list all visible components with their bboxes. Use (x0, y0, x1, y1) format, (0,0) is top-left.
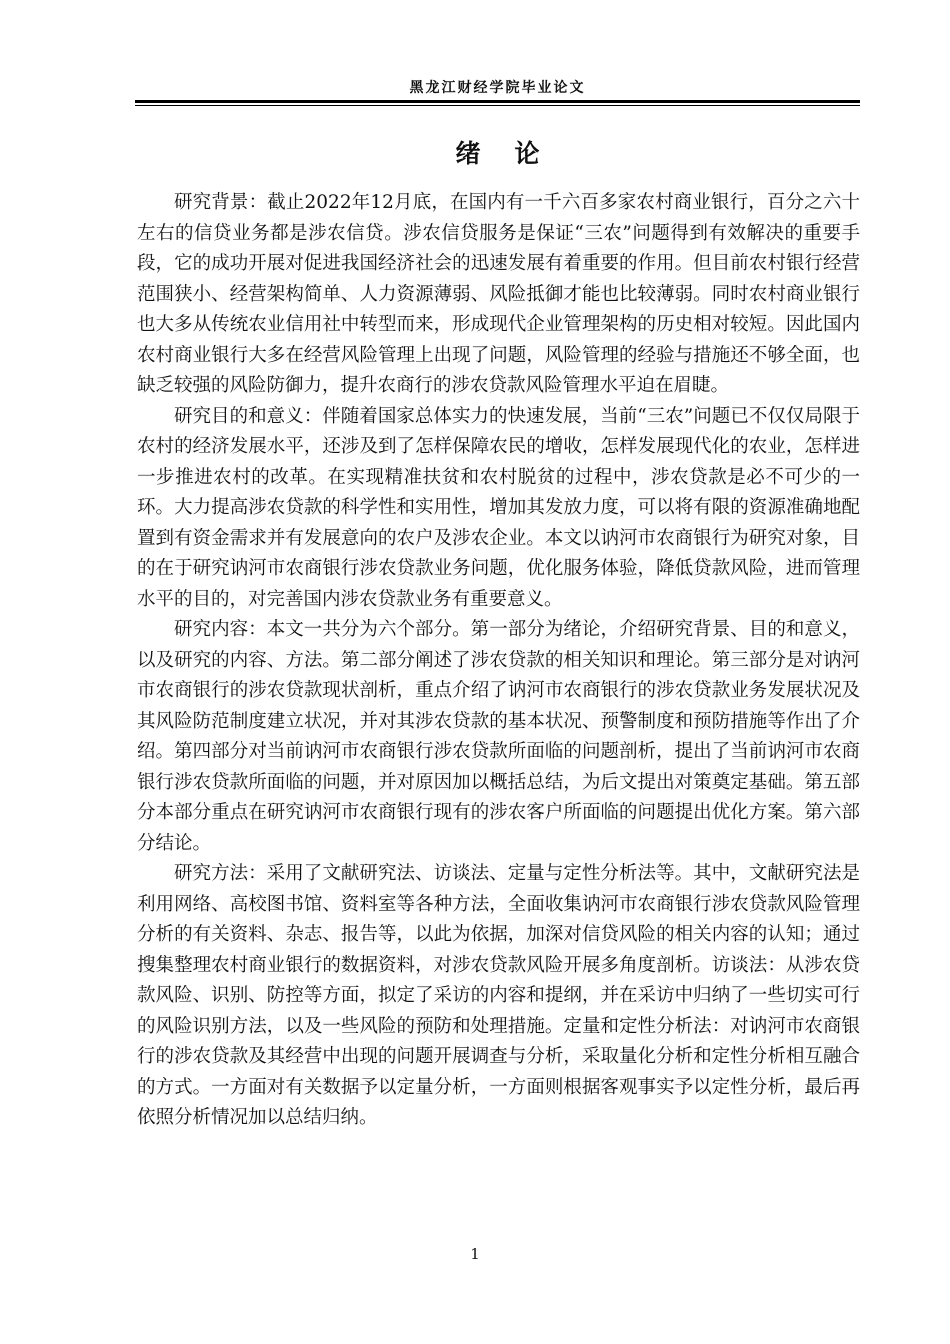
paragraph-research-background: 研究背景：截止2022年12月底，在国内有一千六百多家农村商业银行，百分之六十左右的信贷业务都是涉农信贷。涉农信贷服务是保证“三农”问题得到有效解决的重要手段，它的成功开展对促进我国经济社会的迅速发展有着重要的作用。但目前农村银行经营范围狭小、经营架构简单、人力资源薄弱、风险抵御才能也比较薄弱。同时农村商业银行也大多从传统农业信用社中转型而来，形成现代企业管理架构的历史相对较短。因此国内农村商业银行大多在经营风险管理上出现了问题，风险管理的经验与措施还不够全面，也缺乏较强的风险防御力，提升农商行的涉农贷款风险管理水平迫在眉睫。 (137, 192, 860, 396)
paragraph-research-purpose: 研究目的和意义：伴随着国家总体实力的快速发展，当前“三农”问题已不仅仅局限于农村的经济发展水平，还涉及到了怎样保障农民的增收，怎样发展现代化的农业，怎样进一步推进农村的改革。在实现精准扶贫和农村脱贫的过程中，涉农贷款是必不可少的一环。大力提高涉农贷款的科学性和实用性，增加其发放力度，可以将有限的资源准确地配置到有资金需求并有发展意向的农户及涉农企业。本文以讷河市农商银行为研究对象，目的在于研究讷河市农商银行涉农贷款业务问题，优化服务体验，降低贷款风险，进而管理水平的目的，对完善国内涉农贷款业务有重要意义。 (137, 405, 860, 610)
running-header: 黑龙江财经学院毕业论文 (409, 80, 586, 96)
paragraph-research-content: 研究内容：本文一共分为六个部分。第一部分为绪论，介绍研究背景、目的和意义，以及研究的内容、方法。第二部分阐述了涉农贷款的相关知识和理论。第三部分是对讷河市农商银行的涉农贷款现状剖析，重点介绍了讷河市农商银行的涉农贷款业务发展状况及其风险防范制度建立状况，并对其涉农贷款的基本状况、预警制度和预防措施等作出了介绍。第四部分对当前讷河市农商银行涉农贷款所面临的问题剖析，提出了当前讷河市农商银行涉农贷款所面临的问题，并对原因加以概括总结，为后文提出对策奠定基础。第五部分本部分重点在研究讷河市农商银行现有的涉农客户所面临的问题提出优化方案。第六部分结论。 (137, 619, 860, 854)
header-rule-thick (135, 100, 860, 103)
chapter-title: 绪论 (455, 139, 574, 168)
page-number: 1 (470, 1245, 480, 1263)
paragraph-research-methods: 研究方法：采用了文献研究法、访谈法、定量与定性分析法等。其中，文献研究法是利用网络、高校图书馆、资料室等各种方法，全面收集讷河市农商银行涉农贷款风险管理分析的有关资料、杂志、报告等，以此为依据，加深对信贷风险的相关内容的认知；通过搜集整理农村商业银行的数据资料，对涉农贷款风险开展多角度剖析。访谈法：从涉农贷款风险、识别、防控等方面，拟定了采访的内容和提纲，并在采访中归纳了一些切实可行的风险识别方法，以及一些风险的预防和处理措施。定量和定性分析法：对讷河市农商银行的涉农贷款及其经营中出现的问题开展调查与分析，采取量化分析和定性分析相互融合的方式。一方面对有关数据予以定量分析，一方面则根据客观事实予以定性分析，最后再依照分析情况加以总结归纳。 (137, 863, 860, 1128)
body-text (137, 188, 860, 1134)
header-rule-thin (135, 105, 860, 106)
